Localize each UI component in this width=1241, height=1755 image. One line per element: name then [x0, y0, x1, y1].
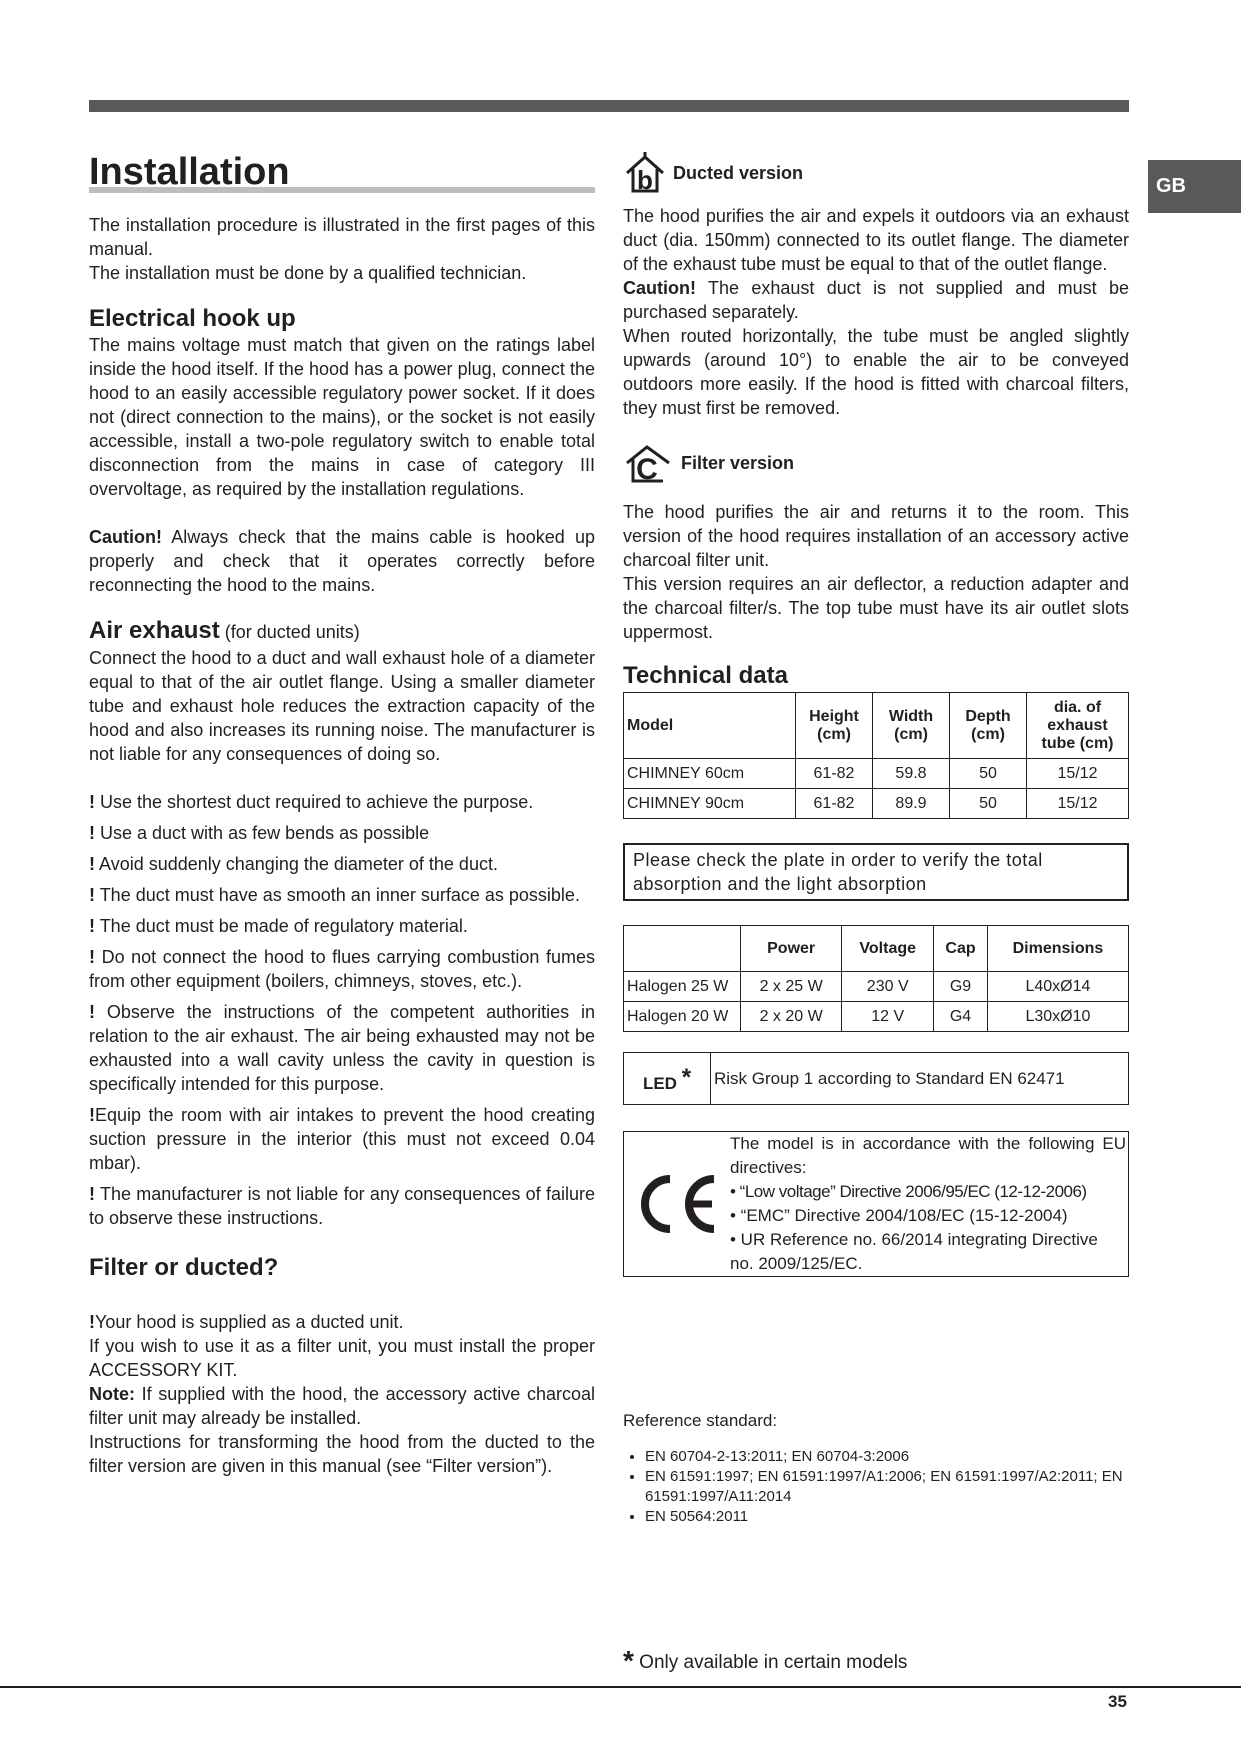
- filter-or-ducted-note: [89, 1382, 595, 1430]
- top-rule: [89, 100, 1129, 112]
- air-exhaust-body: Connect the hood to a duct and wall exhaust hole of a diameter equal to that of the air outlet flange. Using a smaller diameter tube and exhaust hole reduces the extraction capacity of the hood and also increases its running noise. The manufacturer is not liable for any consequences of doing so.: [89, 648, 595, 764]
- warning-list: [89, 790, 595, 1230]
- warning-text: Equip the room with air intakes to prevent the hood creating suction pressure in the interior (this must not exceed 0.04 mbar).: [89, 1105, 595, 1173]
- led-star: *: [681, 1063, 692, 1091]
- bottom-rule: [0, 1686, 1241, 1688]
- ce-line: • UR Reference no. 66/2014 integrating Directive no. 2009/125/EC.: [730, 1230, 1098, 1273]
- warning-text: Do not connect the hood to flues carrying combustion fumes from other equipment (boilers, chimneys, stoves, etc.).: [89, 947, 595, 991]
- table-header: Dimensions: [987, 926, 1128, 972]
- table-header: Width (cm): [873, 693, 950, 759]
- warning-text: The manufacturer is not liable for any consequences of failure to observe these instructions.: [89, 1184, 595, 1228]
- table-cell: CHIMNEY 60cm: [624, 759, 796, 789]
- technical-data-table: [623, 692, 1129, 819]
- air-exhaust-subtitle: (for ducted units): [219, 622, 360, 642]
- ce-line: The model is in accordance with the following EU directives:: [730, 1134, 1126, 1177]
- table-header: Voltage: [842, 926, 934, 972]
- ce-text: [730, 1132, 1128, 1276]
- table-cell: Halogen 25 W: [624, 972, 741, 1002]
- note-text: If supplied with the hood, the accessory active charcoal filter unit may already be installed.: [89, 1384, 595, 1428]
- filter-body-2: This version requires an air deflector, a reduction adapter and the charcoal filter/s. The top tube must have its air outlet slots uppermost.: [623, 574, 1129, 642]
- warning-item: [89, 790, 595, 814]
- list-item: • EN 50564:2011: [645, 1507, 1129, 1527]
- ducted-house-icon: [623, 151, 667, 195]
- technical-data-heading: Technical data: [623, 662, 788, 689]
- air-exhaust-heading: [89, 617, 595, 646]
- warning-mark: !: [89, 885, 95, 905]
- warning-item: [89, 883, 595, 907]
- led-label: LED: [642, 1073, 677, 1093]
- table-cell: 61-82: [796, 759, 873, 789]
- footnote-star: *: [623, 1645, 634, 1676]
- list-item: • EN 61591:1997; EN 61591:1997/A1:2006; EN 61591:1997/A2:2011; EN 61591:1997/A11:2014: [645, 1467, 1129, 1507]
- table-header: [624, 926, 741, 972]
- table-cell: CHIMNEY 90cm: [624, 789, 796, 819]
- table-cell: 50: [950, 789, 1027, 819]
- table-header-row: [624, 693, 1129, 759]
- ce-mark-cell: [624, 1132, 730, 1276]
- table-header: Cap: [934, 926, 988, 972]
- table-cell: 59.8: [873, 759, 950, 789]
- filter-heading: Filter version: [681, 452, 795, 473]
- language-tab: GB: [1148, 160, 1241, 213]
- table-row: [624, 972, 1129, 1002]
- filter-body-1: The hood purifies the air and returns it to the room. This version of the hood requires installation of an accessory active charcoal filter unit.: [623, 502, 1129, 570]
- table-cell: L30xØ10: [987, 1002, 1128, 1032]
- table-cell: 2 x 25 W: [741, 972, 842, 1002]
- table-cell: 230 V: [842, 972, 934, 1002]
- warning-item: [89, 1103, 595, 1175]
- intro-line-2: The installation must be done by a qualified technician.: [89, 263, 527, 283]
- warning-mark: !: [89, 823, 95, 843]
- caution-text: Always check that the mains cable is hooked up properly and check that it operates correctly before reconnecting the hood to the mains.: [89, 527, 595, 595]
- warning-item: [89, 1182, 595, 1230]
- table-row: [624, 789, 1129, 819]
- table-cell: 12 V: [842, 1002, 934, 1032]
- warning-mark: !: [89, 947, 95, 967]
- filter-icon-letter: C: [636, 453, 658, 485]
- warning-text: Use the shortest duct required to achieve the purpose.: [100, 792, 534, 812]
- warning-item: [89, 945, 595, 993]
- ce-mark-icon: [632, 1169, 722, 1239]
- led-table: [623, 1052, 1129, 1105]
- warning-text: The duct must have as smooth an inner surface as possible.: [99, 885, 580, 905]
- table-row: [624, 1002, 1129, 1032]
- warning-mark: !: [89, 1002, 95, 1022]
- led-label-cell: [624, 1053, 711, 1105]
- warning-text: Use a duct with as few bends as possible: [100, 823, 430, 843]
- title-block: [89, 150, 595, 200]
- note-label: Note:: [89, 1384, 135, 1404]
- filter-heading-row: [623, 440, 1129, 486]
- warning-mark: !: [89, 792, 95, 812]
- table-header: Height (cm): [796, 693, 873, 759]
- warning-item: [89, 914, 595, 938]
- filter-or-ducted-line-2: If you wish to use it as a filter unit, you must install the proper ACCESSORY KIT.: [89, 1336, 595, 1380]
- electrical-heading: Electrical hook up: [89, 305, 296, 332]
- ce-line: • “EMC” Directive 2004/108/EC (15-12-2004): [730, 1206, 1068, 1225]
- table-cell: 2 x 20 W: [741, 1002, 842, 1032]
- table-cell: L40xØ14: [987, 972, 1128, 1002]
- warning-mark: !: [89, 1312, 95, 1332]
- caution-label: Caution!: [623, 278, 696, 298]
- warning-mark: !: [89, 1105, 95, 1125]
- footnote-text: Only available in certain models: [633, 1652, 908, 1673]
- warning-text: Avoid suddenly changing the diameter of the duct.: [99, 854, 498, 874]
- ducted-icon-letter: b: [637, 165, 653, 195]
- caution-text: The exhaust duct is not supplied and must be purchased separately.: [623, 278, 1129, 322]
- filter-or-ducted-line-1: [89, 1310, 595, 1334]
- table-header: Power: [741, 926, 842, 972]
- warning-text: Your hood is supplied as a ducted unit.: [95, 1312, 404, 1332]
- table-cell: 61-82: [796, 789, 873, 819]
- table-header: Depth (cm): [950, 693, 1027, 759]
- list-item: • EN 60704-2-13:2011; EN 60704-3:2006: [645, 1447, 1129, 1467]
- page-title: Installation: [89, 151, 290, 193]
- reference-list: [623, 1447, 1129, 1527]
- page-number: 35: [1108, 1692, 1127, 1711]
- ducted-body-2: When routed horizontally, the tube must be angled slightly upwards (around 10°) to enable the air to be conveyed outdoors more easily. If the hood is fitted with charcoal filters, they must first be removed.: [623, 326, 1129, 418]
- table-header-row: [624, 926, 1129, 972]
- lamp-table: [623, 925, 1129, 1032]
- table-cell: Halogen 20 W: [624, 1002, 741, 1032]
- warning-text: Observe the instructions of the competent authorities in relation to the air exhaust. The air being exhausted may not be exhausted into a wall cavity unless the cavity in question is specifically intended for this purpose.: [89, 1002, 595, 1094]
- warning-mark: !: [89, 916, 95, 936]
- ce-box: [623, 1131, 1129, 1277]
- filter-or-ducted-heading: Filter or ducted?: [89, 1254, 279, 1281]
- left-column: [89, 150, 595, 1478]
- ducted-caution: [623, 276, 1129, 324]
- electrical-caution: [89, 525, 595, 597]
- reference-heading: Reference standard:: [623, 1411, 778, 1430]
- filter-or-ducted-line-3: Instructions for transforming the hood from the ducted to the filter version are given in this manual (see “Filter version”).: [89, 1432, 595, 1476]
- warning-mark: !: [89, 854, 95, 874]
- table-cell: 89.9: [873, 789, 950, 819]
- ducted-body-1: The hood purifies the air and expels it outdoors via an exhaust duct (dia. 150mm) connected to its outlet flange. The diameter of the exhaust tube must be equal to that of the outlet flange.: [623, 206, 1129, 274]
- ce-line: • “Low voltage” Directive 2006/95/EC (12-12-2006): [730, 1182, 1087, 1201]
- warning-item: [89, 852, 595, 876]
- ducted-heading: Ducted version: [673, 162, 804, 183]
- warning-mark: !: [89, 1184, 95, 1204]
- table-cell: G4: [934, 1002, 988, 1032]
- plate-note-box: Please check the plate in order to verify the total absorption and the light absorption: [623, 843, 1129, 901]
- right-column: [623, 150, 1129, 1527]
- intro-line-1: The installation procedure is illustrated in the first pages of this manual.: [89, 215, 595, 259]
- footnote: [623, 1645, 907, 1677]
- electrical-body: The mains voltage must match that given on the ratings label inside the hood itself. If the hood has a power plug, connect the hood to an easily accessible regulatory power socket. If it does not (direct connection to the mains), or the socket is not easily accessible, install a two-pole regulatory switch to enable total disconnection from the mains in case of category III overvoltage, as required by the installation regulations.: [89, 335, 595, 499]
- table-row: [624, 1053, 1129, 1105]
- table-cell: 50: [950, 759, 1027, 789]
- filter-house-icon: [623, 441, 675, 485]
- table-header: dia. of exhaust tube (cm): [1027, 693, 1129, 759]
- table-cell: 15/12: [1027, 759, 1129, 789]
- table-row: [624, 759, 1129, 789]
- warning-text: The duct must be made of regulatory material.: [99, 916, 468, 936]
- warning-item: [89, 821, 595, 845]
- air-exhaust-title: Air exhaust: [89, 617, 220, 644]
- caution-label: Caution!: [89, 527, 162, 547]
- table-header: Model: [624, 693, 796, 759]
- warning-item: [89, 1000, 595, 1096]
- table-cell: 15/12: [1027, 789, 1129, 819]
- table-cell: G9: [934, 972, 988, 1002]
- led-text: Risk Group 1 according to Standard EN 62471: [711, 1053, 1129, 1105]
- ducted-heading-row: [623, 150, 1129, 196]
